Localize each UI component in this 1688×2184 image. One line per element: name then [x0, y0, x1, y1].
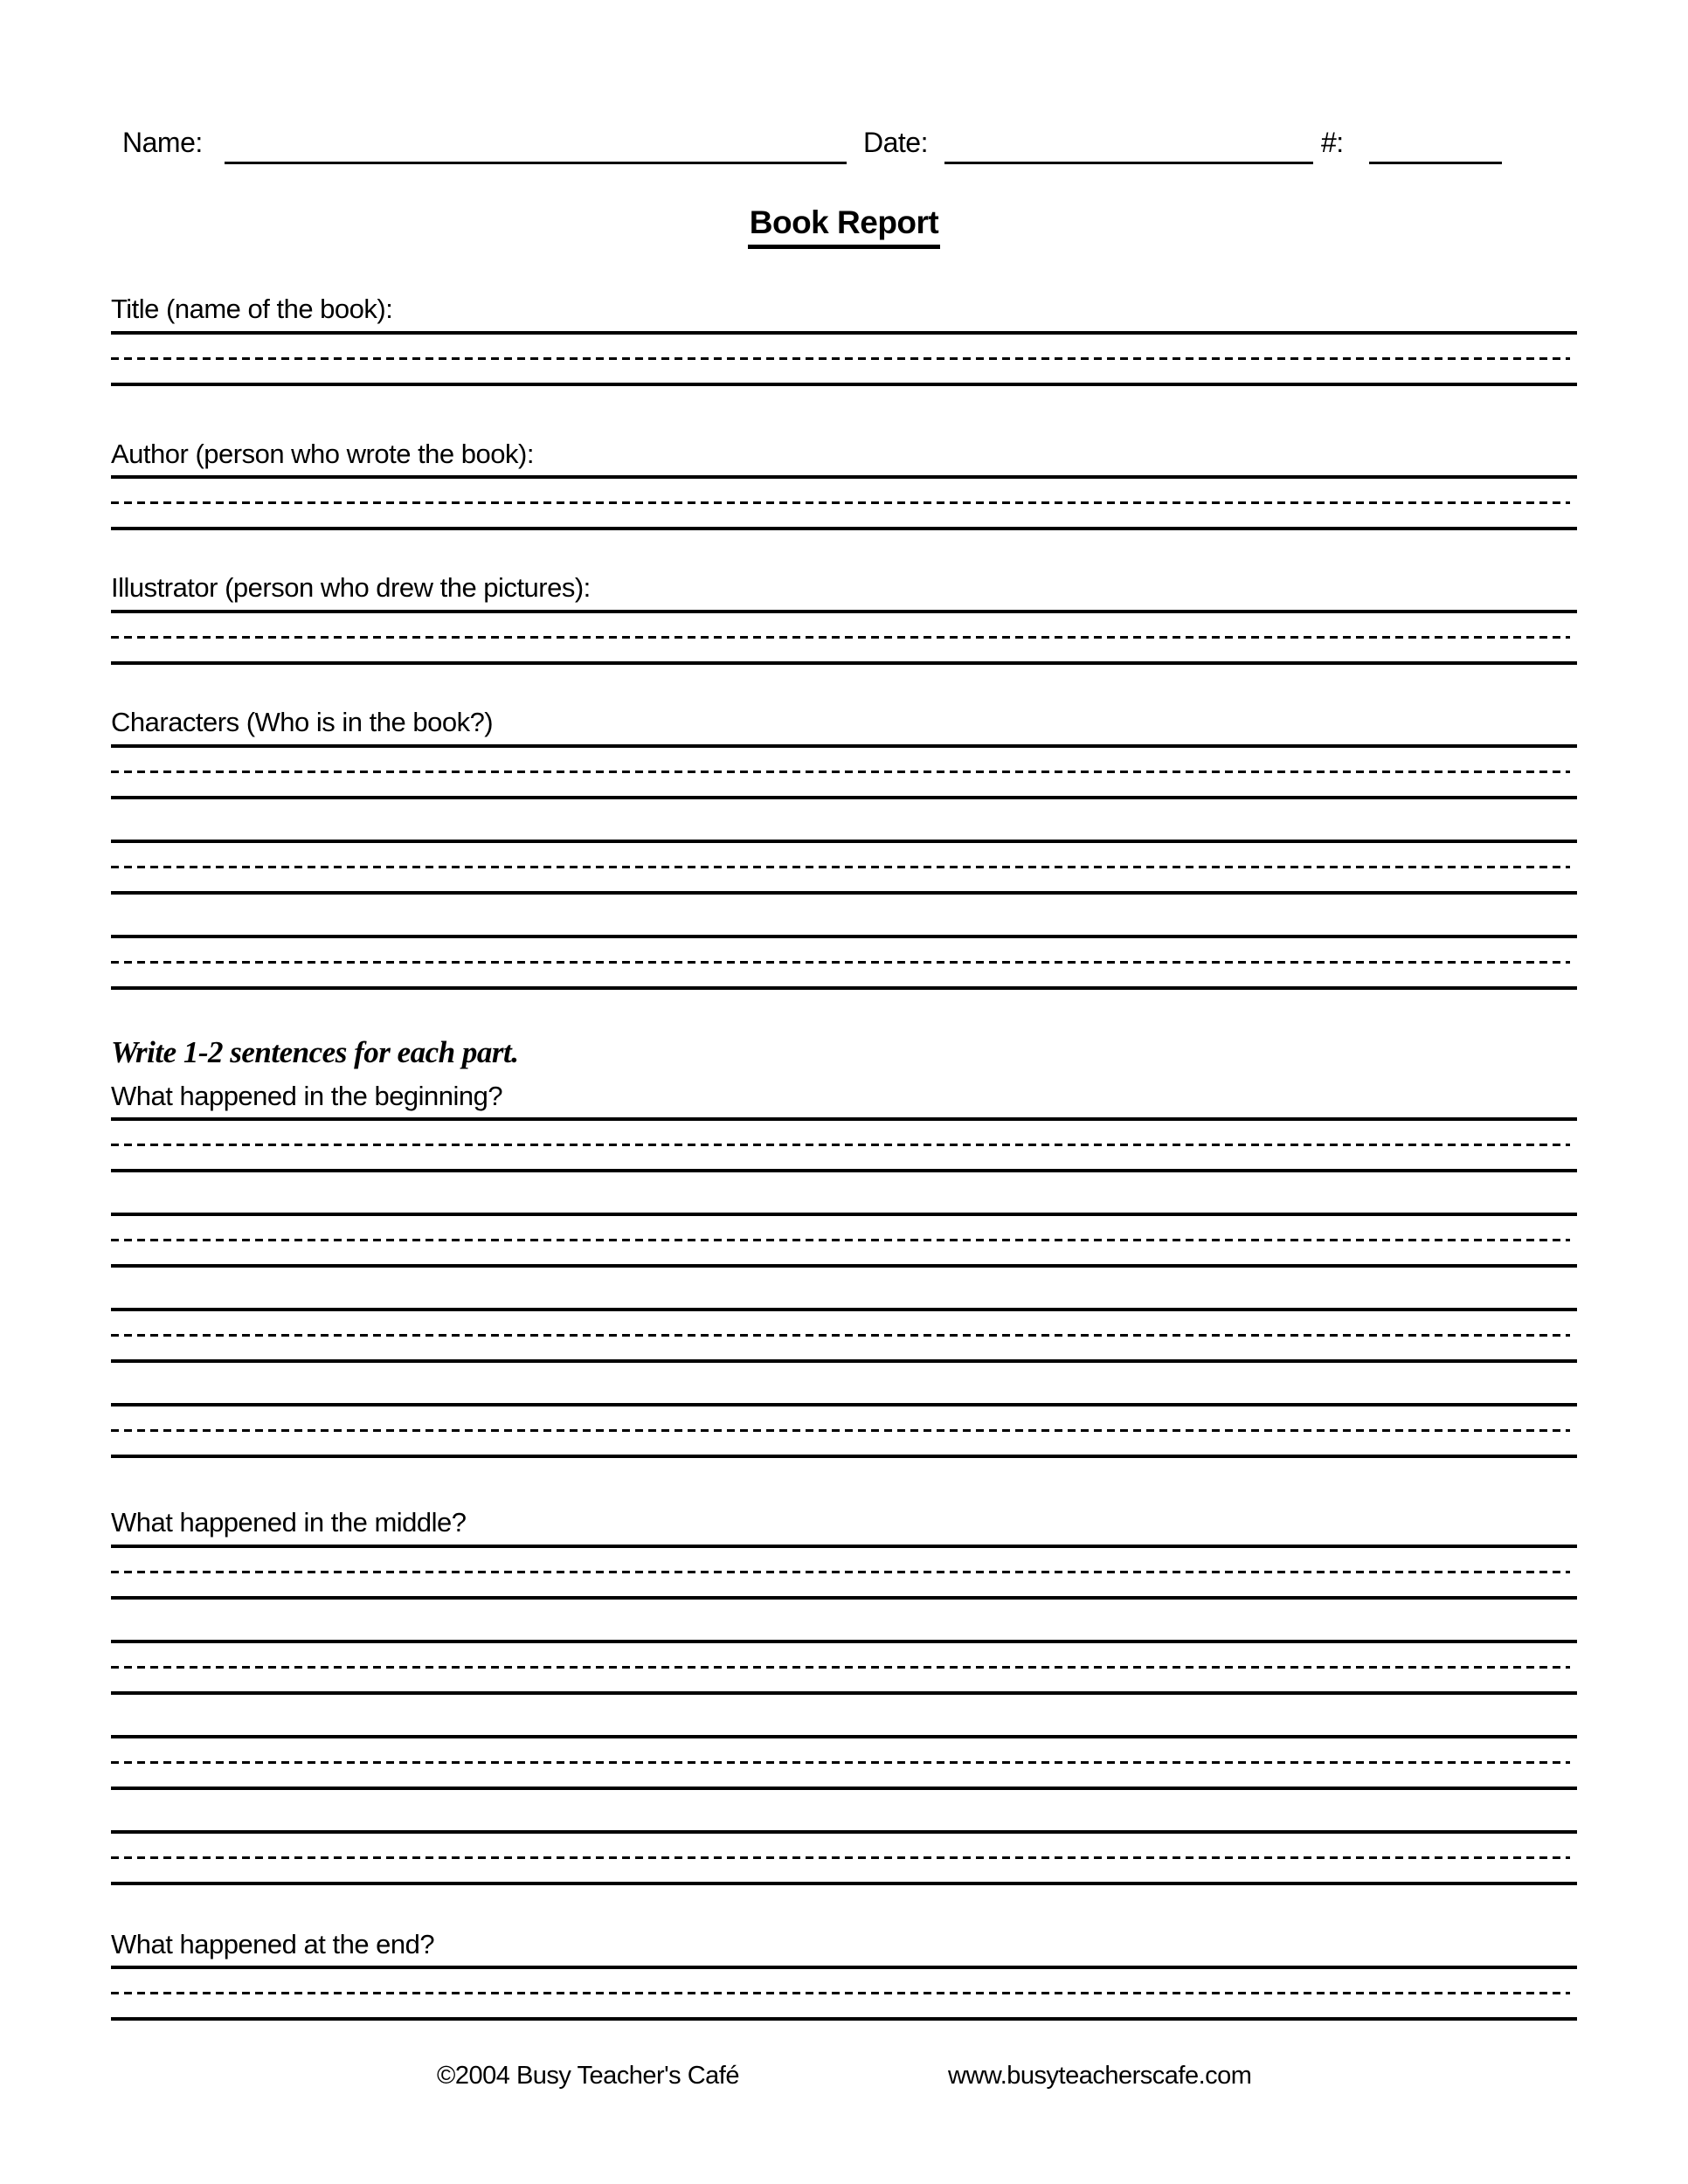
writing-lines — [111, 475, 1577, 530]
writing-lines — [111, 744, 1577, 799]
writing-line-bottom — [111, 1359, 1577, 1363]
writing-line-top — [111, 1735, 1577, 1738]
writing-line-top — [111, 744, 1577, 748]
writing-line-top — [111, 1117, 1577, 1121]
writing-line-top — [111, 1640, 1577, 1643]
writing-line-bottom — [111, 383, 1577, 386]
writing-line-middle — [111, 1334, 1570, 1337]
writing-line-middle — [111, 1571, 1570, 1573]
instruction-heading: Write 1-2 sentences for each part. — [111, 1034, 519, 1069]
writing-line-middle — [111, 501, 1570, 504]
writing-line-bottom — [111, 661, 1577, 665]
date-label: Date: — [863, 127, 928, 158]
writing-line-bottom — [111, 986, 1577, 990]
writing-line-middle — [111, 1761, 1570, 1764]
footer — [111, 2062, 1577, 2098]
name-blank-line — [225, 133, 847, 164]
writing-line-bottom — [111, 1264, 1577, 1268]
question-label: What happened at the end? — [111, 1928, 435, 1959]
writing-line-middle — [111, 961, 1570, 964]
writing-line-middle — [111, 866, 1570, 868]
name-label: Name: — [122, 127, 203, 158]
field-book-title — [111, 294, 1577, 386]
writing-line-top — [111, 1830, 1577, 1834]
writing-line-middle — [111, 1856, 1570, 1859]
number-label: #: — [1321, 127, 1344, 158]
writing-lines — [111, 1117, 1577, 1172]
question-beginning — [111, 1081, 1577, 1459]
writing-line-bottom — [111, 1596, 1577, 1600]
writing-line-top — [111, 331, 1577, 335]
writing-line-bottom — [111, 1455, 1577, 1458]
title-row — [111, 204, 1577, 249]
writing-line-top — [111, 1213, 1577, 1216]
writing-line-top — [111, 475, 1577, 479]
writing-line-bottom — [111, 1169, 1577, 1172]
writing-line-middle — [111, 1239, 1570, 1241]
writing-line-bottom — [111, 527, 1577, 530]
field-label: Characters (Who is in the book?) — [111, 706, 494, 737]
question-label: What happened in the middle? — [111, 1507, 467, 1538]
question-label: What happened in the beginning? — [111, 1080, 503, 1111]
writing-line-middle — [111, 357, 1570, 360]
question-end — [111, 1929, 1577, 2022]
field-author — [111, 439, 1577, 531]
writing-line-bottom — [111, 796, 1577, 799]
writing-line-top — [111, 1308, 1577, 1311]
writing-lines — [111, 1830, 1577, 1885]
writing-lines — [111, 1735, 1577, 1790]
field-label: Title (name of the book): — [111, 294, 393, 324]
writing-line-bottom — [111, 891, 1577, 895]
writing-line-middle — [111, 1666, 1570, 1669]
writing-line-top — [111, 935, 1577, 938]
writing-line-bottom — [111, 1882, 1577, 1885]
website-text: www.busyteacherscafe.com — [948, 2062, 1252, 2091]
header-row — [111, 121, 1577, 164]
writing-line-bottom — [111, 1787, 1577, 1790]
writing-line-top — [111, 1403, 1577, 1406]
writing-line-middle — [111, 1144, 1570, 1146]
writing-line-middle — [111, 1429, 1570, 1432]
question-middle — [111, 1507, 1577, 1885]
field-label: Illustrator (person who drew the pictures): — [111, 572, 591, 604]
writing-line-top — [111, 840, 1577, 843]
writing-line-middle — [111, 636, 1570, 639]
date-blank-line — [944, 133, 1313, 164]
writing-line-top — [111, 610, 1577, 613]
field-characters — [111, 707, 1577, 990]
writing-lines — [111, 1213, 1577, 1268]
writing-line-top — [111, 1966, 1577, 1969]
writing-lines — [111, 1545, 1577, 1600]
writing-lines — [111, 331, 1577, 386]
writing-lines — [111, 1640, 1577, 1695]
writing-line-middle — [111, 1992, 1570, 1994]
field-illustrator — [111, 572, 1577, 665]
field-label: Author (person who wrote the book): — [111, 438, 534, 469]
writing-lines — [111, 935, 1577, 990]
writing-line-bottom — [111, 1691, 1577, 1695]
number-blank-line — [1369, 133, 1502, 164]
writing-lines — [111, 1308, 1577, 1363]
writing-line-bottom — [111, 2017, 1577, 2021]
writing-lines — [111, 840, 1577, 895]
writing-lines — [111, 610, 1577, 665]
page-title: Book Report — [748, 204, 941, 249]
copyright-text: ©2004 Busy Teacher's Café — [437, 2062, 739, 2091]
writing-line-middle — [111, 771, 1570, 773]
writing-lines — [111, 1966, 1577, 2021]
writing-lines — [111, 1403, 1577, 1458]
writing-line-top — [111, 1545, 1577, 1548]
